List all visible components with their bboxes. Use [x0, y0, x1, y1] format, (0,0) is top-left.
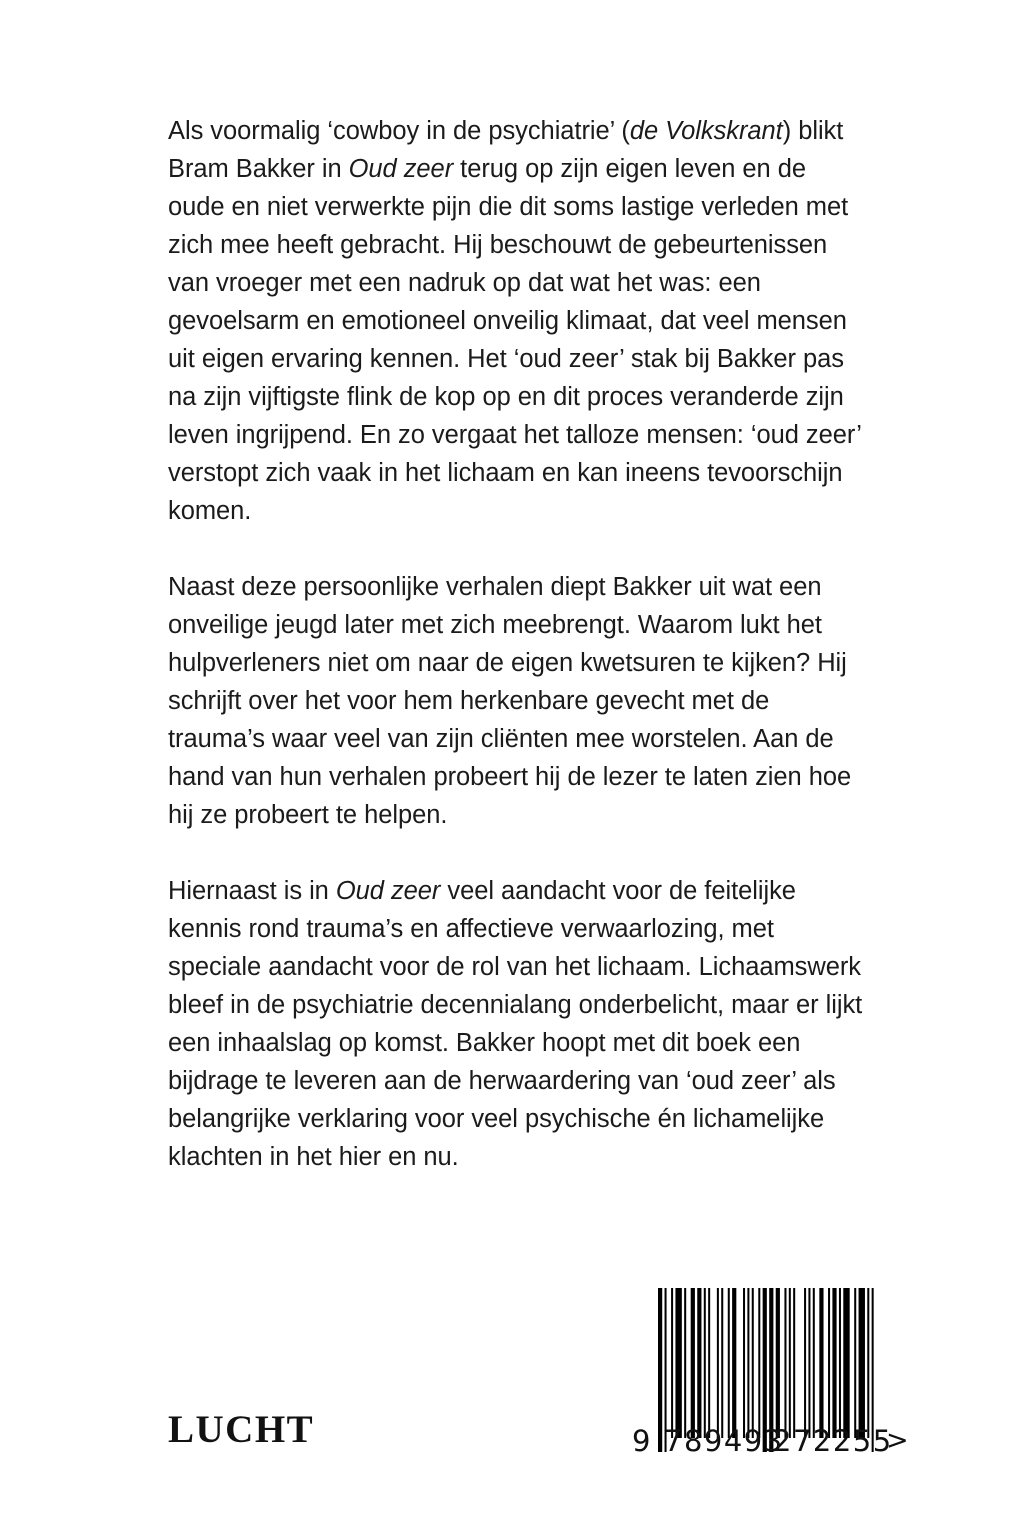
blurb-paragraph-1: Als voormalig ‘cowboy in de psychiatrie’ (de Volkskrant) blikt Bram Bakker in Oud zeer terug op zijn eigen leven en de oude en niet verwerkte pijn die dit soms lastige verleden met zich mee heeft gebracht. Hij beschouwt de gebeurtenissen van vroeger met een nadruk op dat wat het was: een gevoelsarm en emotioneel onveilig klimaat, dat veel mensen uit eigen ervaring kennen. Het ‘oud zeer’ stak bij Bakker pas na zijn vijftigste flink de kop op en dit proces veranderde zijn leven ingrijpend. En zo vergaat het talloze mensen: ‘oud zeer’ verstopt zich vaak in het lichaam en kan ineens tevoorschijn komen. — [168, 117, 861, 525]
barcode-digits-left: 789493 — [664, 1424, 784, 1458]
barcode-digit-lead: 9 — [632, 1424, 651, 1458]
blurb-text-block — [168, 112, 868, 1176]
barcode-number-text — [628, 1424, 920, 1460]
italic-title-run: Oud zeer — [335, 877, 441, 905]
barcode-addon-marker: > — [886, 1425, 910, 1456]
italic-title-run: de Volkskrant — [629, 117, 783, 145]
italic-title-run: Oud zeer — [348, 155, 454, 183]
blurb-paragraph-3: Hiernaast is in Oud zeer veel aandacht voor de feitelijke kennis rond trauma’s en affectieve verwaarlozing, met speciale aandacht voor de rol van het lichaam. Lichaamswerk bleef in de psychiatrie decennialang onderbelicht, maar er lijkt een inhaalslag op komst. Bakker hoopt met dit boek een bijdrage te leveren aan de herwaardering van ‘oud zeer’ als belangrijke verklaring voor veel psychische én lichamelijke klachten in het hier en nu. — [168, 877, 863, 1171]
publisher-logo: LUCHT — [168, 1408, 315, 1451]
barcode-digits-right: 272255 — [773, 1424, 893, 1458]
blurb-paragraph-2: Naast deze persoonlijke verhalen diept Bakker uit wat een onveilige jeugd later met zich meebrengt. Waarom lukt het hulpverleners niet om naar de eigen kwetsuren te kijken? Hij schrijft over het voor hem herkenbare gevecht met de trauma’s waar veel van zijn cliënten mee worstelen. Aan de hand van hun verhalen probeert hij de lezer te laten zien hoe hij ze probeert te helpen. — [168, 573, 852, 829]
